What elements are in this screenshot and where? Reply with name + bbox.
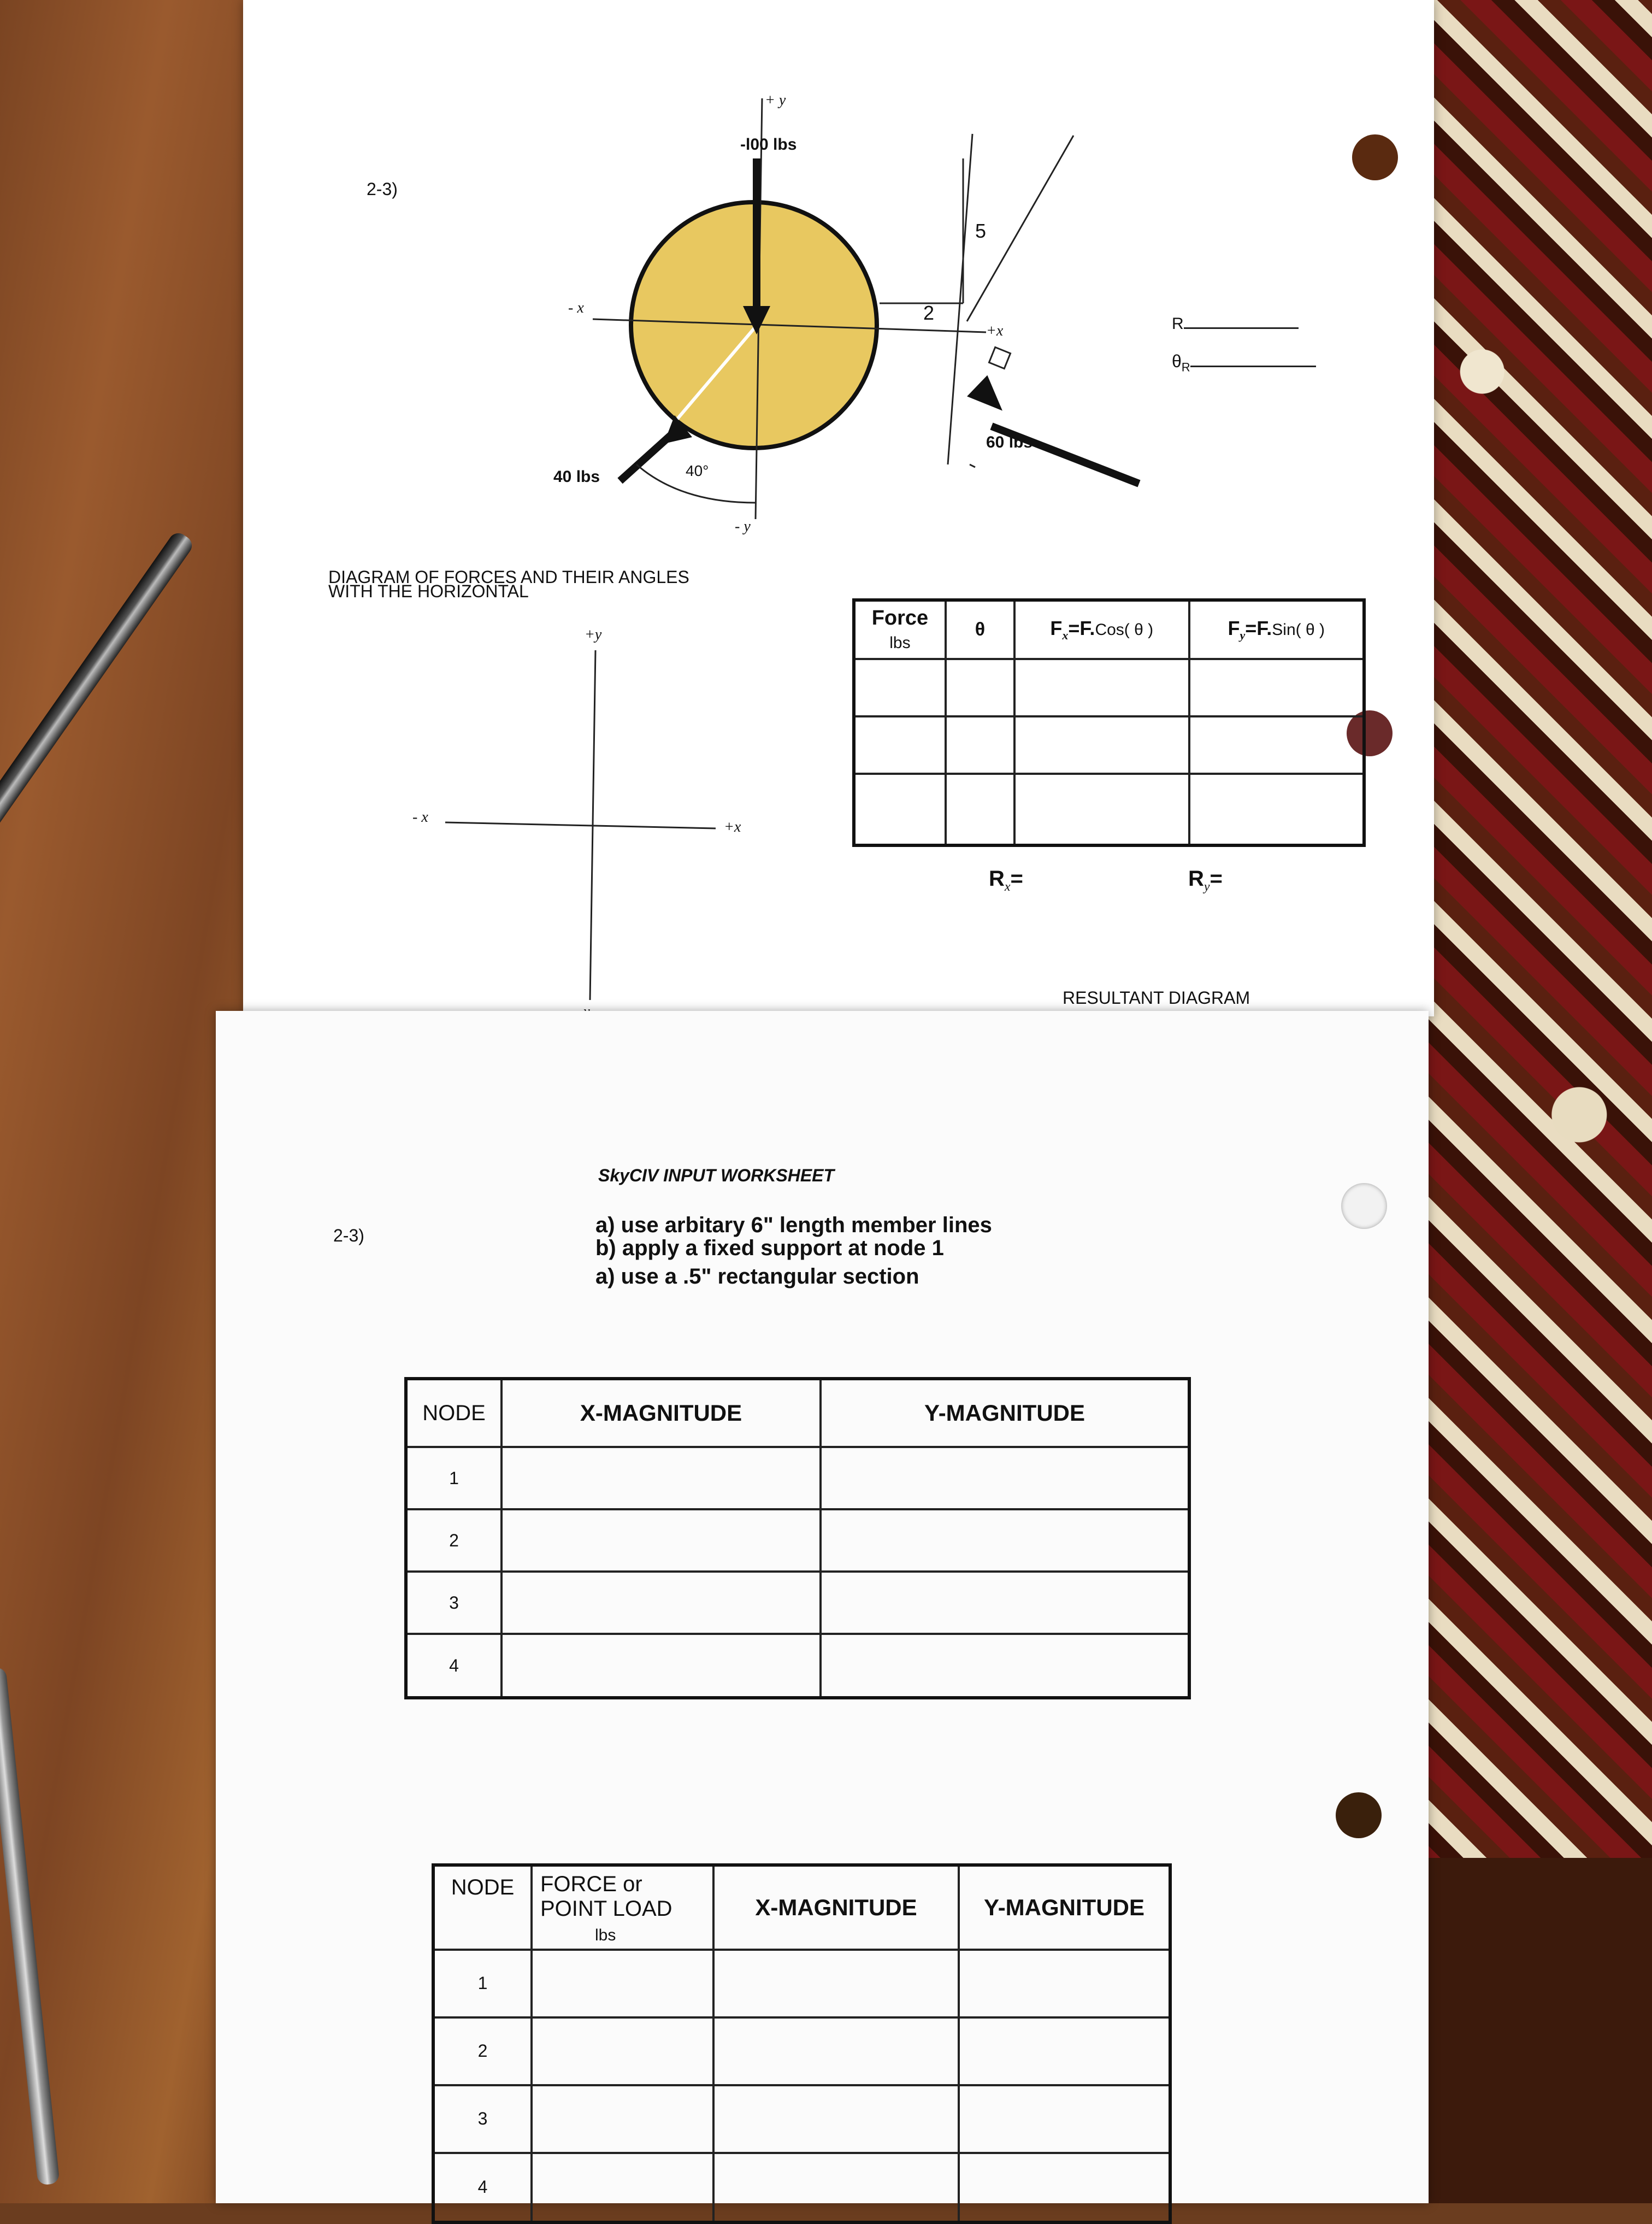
force-top-label: -l00 lbs xyxy=(740,136,797,154)
patterned-rug xyxy=(1409,0,1652,1858)
x-magnitude-header xyxy=(502,1379,821,1447)
table-row xyxy=(406,1572,1189,1634)
load-y-header: Y-MAGNITUDE xyxy=(959,1865,1170,1950)
header-fx xyxy=(1014,600,1189,659)
theta-symbol: θ xyxy=(1172,351,1182,371)
node-number: 4 xyxy=(433,2153,532,2222)
tangent-line xyxy=(970,464,975,467)
instruction-a: a) use arbitary 6" length member lines xyxy=(595,1213,992,1237)
empty-cell[interactable] xyxy=(1189,716,1365,774)
sketch-minus-x-label: - x xyxy=(412,809,428,826)
axis-plus-x-label: +x xyxy=(986,322,1004,339)
header-force-label: Force xyxy=(871,606,929,629)
empty-cell[interactable] xyxy=(854,659,946,716)
table-row xyxy=(433,2153,1170,2222)
header-fy xyxy=(1189,600,1365,659)
sketch-plus-x-label: +x xyxy=(724,819,741,836)
sketch-plus-y-label: +y xyxy=(585,626,602,643)
empty-cell[interactable] xyxy=(821,1572,1189,1634)
punch-hole xyxy=(1336,1792,1382,1838)
node-header-label: NODE xyxy=(422,1401,486,1425)
empty-cell[interactable] xyxy=(1189,659,1365,716)
table-row xyxy=(433,2085,1170,2153)
node-number: 3 xyxy=(433,2085,532,2153)
empty-cell[interactable] xyxy=(1189,774,1365,845)
table-row xyxy=(854,774,1364,845)
y-magnitude-header xyxy=(821,1379,1189,1447)
empty-cell[interactable] xyxy=(1014,659,1189,716)
load-x-header: X-MAGNITUDE xyxy=(713,1865,959,1950)
load-table xyxy=(432,1863,1172,2224)
empty-cell[interactable] xyxy=(532,1950,713,2017)
theta-subscript: R xyxy=(1181,360,1190,374)
empty-cell[interactable] xyxy=(713,2153,959,2222)
ry-symbol: R xyxy=(1188,867,1204,891)
fy-fn: Sin( θ ) xyxy=(1272,620,1325,639)
sketch-x-axis xyxy=(445,822,716,828)
fx-eq: =F. xyxy=(1068,616,1095,639)
force-diagram xyxy=(243,0,1434,601)
empty-cell[interactable] xyxy=(821,1509,1189,1572)
empty-cell[interactable] xyxy=(502,1447,821,1509)
ry-label xyxy=(1188,868,1223,893)
node-number: 4 xyxy=(406,1634,502,1698)
node-number: 2 xyxy=(406,1509,502,1572)
table-row xyxy=(854,716,1364,774)
worksheet-page-2 xyxy=(216,1011,1429,2203)
fy-eq: =F. xyxy=(1245,616,1272,639)
rx-label xyxy=(989,868,1023,893)
node-number: 1 xyxy=(433,1950,532,2017)
rx-symbol: R xyxy=(989,867,1005,891)
slope-run-label: 2 xyxy=(923,302,935,324)
fx-fn: Cos( θ ) xyxy=(1095,620,1154,639)
force-right-label: 60 lbs xyxy=(986,433,1033,451)
diagram-caption-line1: DIAGRAM OF FORCES AND THEIR ANGLES xyxy=(328,567,689,587)
punch-hole xyxy=(1341,1183,1387,1229)
force-header-unit: lbs xyxy=(595,1926,616,1944)
empty-cell[interactable] xyxy=(713,2017,959,2085)
fy-sub: y xyxy=(1240,628,1246,643)
resultant-diagram-caption: RESULTANT DIAGRAM xyxy=(1063,988,1250,1008)
resultant-angle-label xyxy=(1172,352,1316,373)
empty-cell[interactable] xyxy=(946,716,1014,774)
fx-sub: x xyxy=(1062,628,1069,643)
empty-cell[interactable] xyxy=(946,659,1014,716)
force-header-line2: POINT LOAD xyxy=(540,1897,672,1921)
empty-cell[interactable] xyxy=(821,1634,1189,1698)
force-left-label: 40 lbs xyxy=(553,468,600,486)
empty-cell[interactable] xyxy=(959,1950,1170,2017)
empty-cell[interactable] xyxy=(1014,774,1189,845)
ry-eq: = xyxy=(1210,867,1223,891)
ry-sub: y xyxy=(1203,880,1210,894)
header-force xyxy=(854,600,946,659)
right-angle-mark xyxy=(989,347,1010,368)
diagram-caption-line2: WITH THE HORIZONTAL xyxy=(328,581,529,601)
empty-cell[interactable] xyxy=(959,2085,1170,2153)
fy-symbol: F xyxy=(1228,616,1240,639)
resultant-magnitude-label xyxy=(1172,316,1299,332)
node-table xyxy=(404,1377,1191,1699)
resultant-symbol: R xyxy=(1172,315,1184,333)
floor xyxy=(1409,1858,1652,2203)
angle-label: 40° xyxy=(686,462,709,479)
empty-cell[interactable] xyxy=(946,774,1014,845)
empty-cell[interactable] xyxy=(959,2153,1170,2222)
empty-cell[interactable] xyxy=(502,1572,821,1634)
table-row xyxy=(854,659,1364,716)
force-right-arrowhead xyxy=(967,371,1013,411)
node-header xyxy=(406,1379,502,1447)
problem-label-2: 2-3) xyxy=(333,1226,364,1245)
empty-cell[interactable] xyxy=(854,774,946,845)
x-magnitude-label: X-MAGNITUDE xyxy=(580,1400,742,1426)
empty-cell[interactable] xyxy=(532,2153,713,2222)
empty-cell[interactable] xyxy=(502,1634,821,1698)
node-number: 1 xyxy=(406,1447,502,1509)
instruction-c: a) use a .5" rectangular section xyxy=(595,1264,919,1288)
load-node-header: NODE xyxy=(433,1865,532,1950)
worksheet-title: SkyCIV INPUT WORKSHEET xyxy=(598,1166,835,1185)
header-force-unit: lbs xyxy=(889,633,911,652)
slope-rise-label: 5 xyxy=(975,220,987,242)
empty-cell[interactable] xyxy=(1014,716,1189,774)
axis-minus-x-label: - x xyxy=(568,299,584,316)
empty-cell[interactable] xyxy=(854,716,946,774)
slope-line xyxy=(948,134,972,464)
fx-symbol: F xyxy=(1050,616,1063,639)
table-row xyxy=(406,1447,1189,1509)
axes-sketch xyxy=(243,601,899,1016)
worksheet-page-1 xyxy=(243,0,1434,1016)
axis-plus-y-label: + y xyxy=(765,92,786,109)
empty-cell[interactable] xyxy=(532,2085,713,2153)
components-table xyxy=(852,598,1366,847)
rx-eq: = xyxy=(1010,867,1023,891)
table-row xyxy=(406,1509,1189,1572)
empty-cell[interactable] xyxy=(713,1950,959,2017)
empty-cell[interactable] xyxy=(532,2017,713,2085)
table-row xyxy=(406,1634,1189,1698)
table-row xyxy=(433,1950,1170,2017)
empty-cell[interactable] xyxy=(821,1447,1189,1509)
axis-minus-y-label: - y xyxy=(735,518,751,535)
load-force-header xyxy=(532,1865,713,1950)
header-theta: θ xyxy=(946,600,1014,659)
y-magnitude-label: Y-MAGNITUDE xyxy=(924,1400,1085,1426)
node-number: 3 xyxy=(406,1572,502,1634)
empty-cell[interactable] xyxy=(713,2085,959,2153)
rx-sub: x xyxy=(1004,880,1011,894)
empty-cell[interactable] xyxy=(502,1509,821,1572)
instruction-b: b) apply a fixed support at node 1 xyxy=(595,1236,944,1260)
problem-label: 2-3) xyxy=(367,179,398,199)
table-row xyxy=(433,2017,1170,2085)
node-number: 2 xyxy=(433,2017,532,2085)
force-header-line1: FORCE or xyxy=(540,1872,642,1896)
empty-cell[interactable] xyxy=(959,2017,1170,2085)
